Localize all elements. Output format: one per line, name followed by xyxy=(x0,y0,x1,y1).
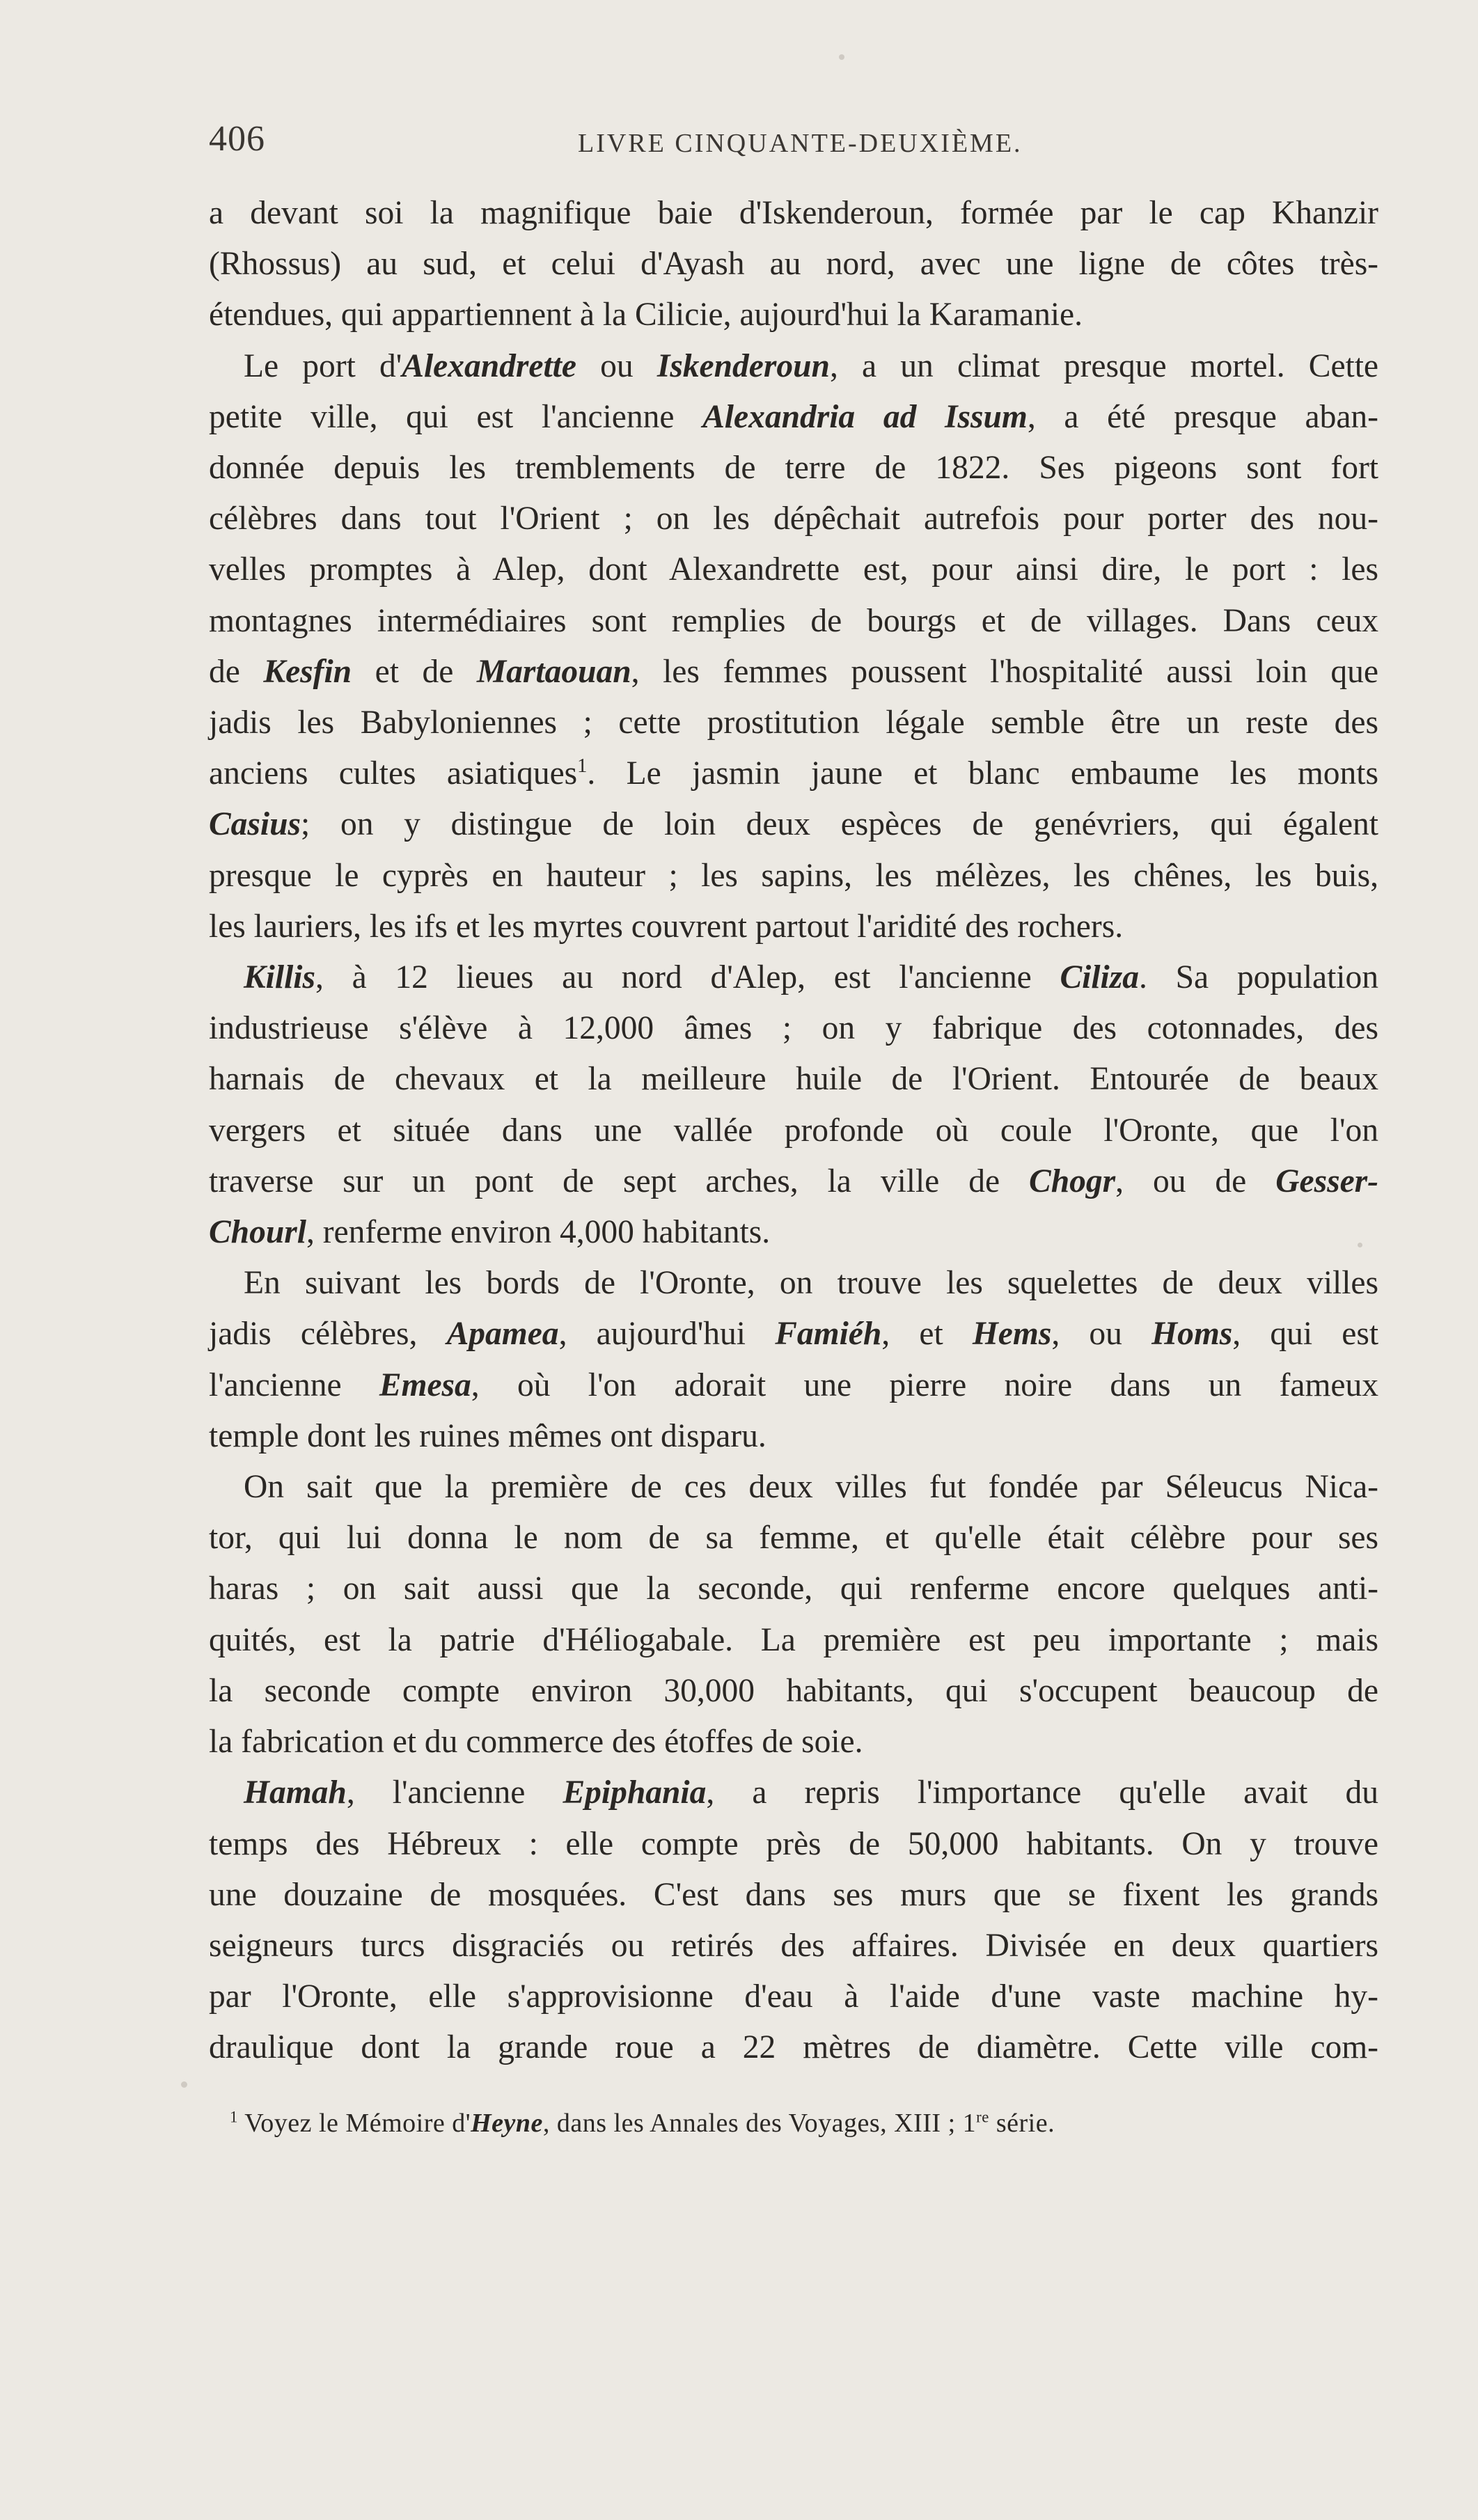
text-line: la fabrication et du commerce des étoffes de soie. xyxy=(209,1724,863,1761)
text-line: harnais de chevaux et la meilleure huile de l'Orient. Entourée de beaux xyxy=(209,1061,1378,1098)
text-line: temps des Hébreux : elle compte près de 50,000 habitants. On y trouve xyxy=(209,1825,1378,1862)
text-line: draulique dont la grande roue a 22 mètres de diamètre. Cette ville com- xyxy=(209,2029,1378,2066)
paragraph-5 xyxy=(209,1462,1378,1767)
text-line: seigneurs turcs disgraciés ou retirés des affaires. Divisée en deux quartiers xyxy=(209,1927,1378,1964)
page-header xyxy=(209,118,1378,181)
text-line: de Kesfin et de Martaouan, les femmes poussent l'hospitalité aussi loin que xyxy=(209,653,1378,690)
footnote: $^1$ Voyez le Mémoire d'Heyne, dans les Annales des Voyages, XIII ; 1re série. xyxy=(230,2108,1055,2138)
main-text xyxy=(209,188,1378,2074)
text-line: jadis célèbres, Apamea, aujourd'hui Famiéh, et Hems, ou Homs, qui est xyxy=(209,1316,1379,1353)
text-line: célèbres dans tout l'Orient ; on les dépêchait autrefois pour porter des nou- xyxy=(209,501,1378,537)
text-line: montagnes intermédiaires sont remplies de bourgs et de villages. Dans ceux xyxy=(209,602,1378,639)
text-line: petite ville, qui est l'ancienne Alexandria ad Issum, a été presque aban- xyxy=(209,398,1378,435)
text-line: En suivant les bords de l'Oronte, on trouve les squelettes de deux villes xyxy=(244,1265,1378,1302)
text-line: donnée depuis les tremblements de terre de 1822. Ses pigeons sont fort xyxy=(209,450,1378,487)
text-line: vergers et située dans une vallée profonde où coule l'Oronte, que l'on xyxy=(209,1112,1378,1149)
text-line: quités, est la patrie d'Héliogabale. La première est peu importante ; mais xyxy=(209,1621,1378,1658)
paragraph-2 xyxy=(209,341,1378,952)
paper-speck xyxy=(181,2081,187,2088)
text-line: velles promptes à Alep, dont Alexandrette est, pour ainsi dire, le port : les xyxy=(209,551,1378,588)
paragraph-4 xyxy=(209,1258,1378,1462)
text-line: l'ancienne Emesa, où l'on adorait une pierre noire dans un fameux xyxy=(209,1367,1378,1403)
text-line: jadis les Babyloniennes ; cette prostitution légale semble être un reste des xyxy=(209,704,1378,741)
text-line: une douzaine de mosquées. C'est dans ses murs que se fixent les grands xyxy=(209,1876,1378,1913)
text-line: haras ; on sait aussi que la seconde, qui renferme encore quelques anti- xyxy=(209,1570,1378,1607)
footnote-ref: 1 xyxy=(577,755,588,778)
text-line: Killis, à 12 lieues au nord d'Alep, est l'ancienne Ciliza. Sa population xyxy=(244,959,1379,996)
paragraph-1 xyxy=(209,188,1378,341)
text-line: étendues, qui appartiennent à la Cilicie, aujourd'hui la Karamanie. xyxy=(209,297,1083,333)
paragraph-3 xyxy=(209,952,1378,1258)
text-line: a devant soi la magnifique baie d'Iskenderoun, formée par le cap Khanzir xyxy=(209,195,1378,231)
text-line: traverse sur un pont de sept arches, la ville de Chogr, ou de Gesser- xyxy=(209,1163,1378,1199)
paper-speck xyxy=(839,54,844,60)
text-line: industrieuse s'élève à 12,000 âmes ; on y fabrique des cotonnades, des xyxy=(209,1010,1378,1047)
text-line: (Rhossus) au sud, et celui d'Ayash au nord, avec une ligne de côtes très- xyxy=(209,246,1378,283)
text-line: la seconde compte environ 30,000 habitants, qui s'occupent beaucoup de xyxy=(209,1672,1378,1709)
text-line: anciens cultes asiatiques$^1$. Le jasmin jaune et blanc embaume les monts xyxy=(209,755,1378,792)
text-line: Casius; on y distingue de loin deux espèces de genévriers, qui égalent xyxy=(209,806,1378,843)
page-number: 406 xyxy=(209,119,265,159)
text-line: presque le cyprès en hauteur ; les sapins, les mélèzes, les chênes, les buis, xyxy=(209,857,1378,894)
text-line: Chourl, renferme environ 4,000 habitants. xyxy=(209,1214,771,1251)
text-line: par l'Oronte, elle s'approvisionne d'eau à l'aide d'une vaste machine hy- xyxy=(209,1978,1378,2015)
text-line: On sait que la première de ces deux villes fut fondée par Séleucus Nica- xyxy=(244,1469,1378,1506)
text-line: les lauriers, les ifs et les myrtes couvrent partout l'aridité des rochers. xyxy=(209,908,1124,945)
paper-speck xyxy=(1358,1243,1362,1247)
paragraph-6 xyxy=(209,1767,1378,2073)
footnote-marker: 1 xyxy=(230,2108,238,2126)
text-line: Le port d'Alexandrette ou Iskenderoun, a un climat presque mortel. Cette xyxy=(244,347,1379,384)
text-line: Hamah, l'ancienne Epiphania, a repris l'importance qu'elle avait du xyxy=(244,1774,1378,1811)
text-line: tor, qui lui donna le nom de sa femme, et qu'elle était célèbre pour ses xyxy=(209,1520,1378,1557)
running-title: LIVRE CINQUANTE-DEUXIÈME. xyxy=(578,129,1023,158)
text-line: temple dont les ruines mêmes ont disparu. xyxy=(209,1417,766,1454)
